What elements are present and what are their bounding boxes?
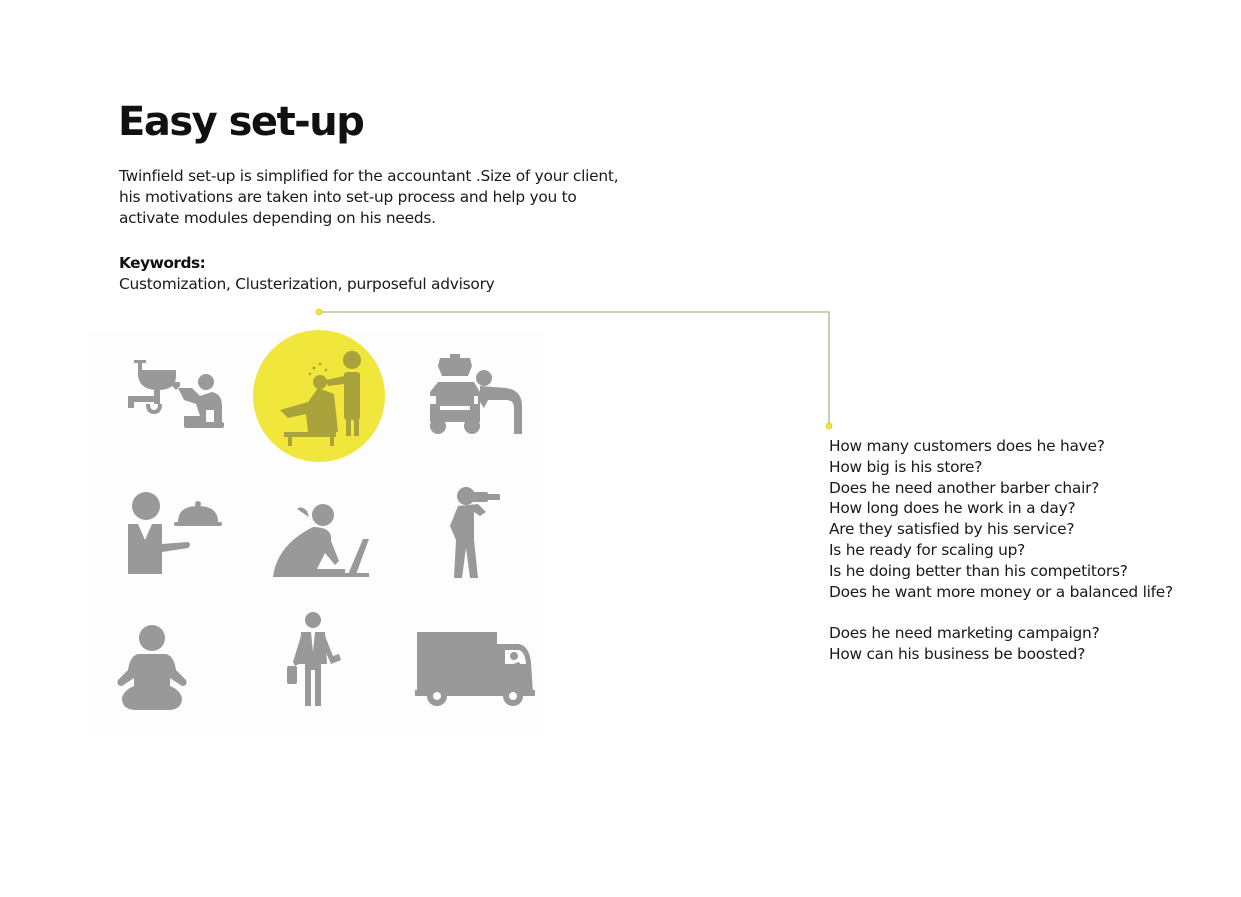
delivery-truck-icon[interactable] xyxy=(415,630,555,755)
mechanic-icon[interactable] xyxy=(418,352,558,477)
plumber-icon[interactable] xyxy=(118,352,258,477)
question-item: How long does he work in a day? xyxy=(829,499,1076,518)
connector-end-dot xyxy=(826,423,832,429)
yoga-icon[interactable] xyxy=(108,622,248,747)
question-item: Does he want more money or a balanced life? xyxy=(829,582,1173,601)
question-item: How big is his store? xyxy=(829,457,983,476)
page-title: Easy set-up xyxy=(118,99,364,145)
businessman-icon[interactable] xyxy=(273,610,413,735)
question-item: Are they satisfied by his service? xyxy=(829,520,1075,539)
photographer-icon[interactable] xyxy=(428,482,568,607)
description-line: Twinfield set-up is simplified for the accountant .Size of your client, xyxy=(119,167,619,185)
connector-start-dot xyxy=(316,309,322,315)
waiter-icon[interactable] xyxy=(118,482,258,607)
barber-icon[interactable] xyxy=(248,328,388,453)
questions-list xyxy=(829,436,1173,602)
laptop-worker-icon[interactable] xyxy=(263,497,403,622)
description-line: his motivations are taken into set-up process and help you to xyxy=(119,187,577,206)
question-item: Does he need another barber chair? xyxy=(829,478,1100,497)
keywords-text: Customization, Clusterization, purposeful advisory xyxy=(119,275,495,293)
question-item: How can his business be boosted? xyxy=(829,644,1086,663)
question-item: Is he doing better than his competitors? xyxy=(829,561,1128,580)
question-item: Does he need marketing campaign? xyxy=(829,624,1100,642)
question-item: How many customers does he have? xyxy=(829,437,1105,455)
description-line: activate modules depending on his needs. xyxy=(119,208,436,227)
question-item: Is he ready for scaling up? xyxy=(829,540,1026,559)
keywords-heading: Keywords: xyxy=(119,254,206,272)
profession-icon-grid xyxy=(88,332,546,737)
questions-list-secondary xyxy=(829,623,1099,665)
